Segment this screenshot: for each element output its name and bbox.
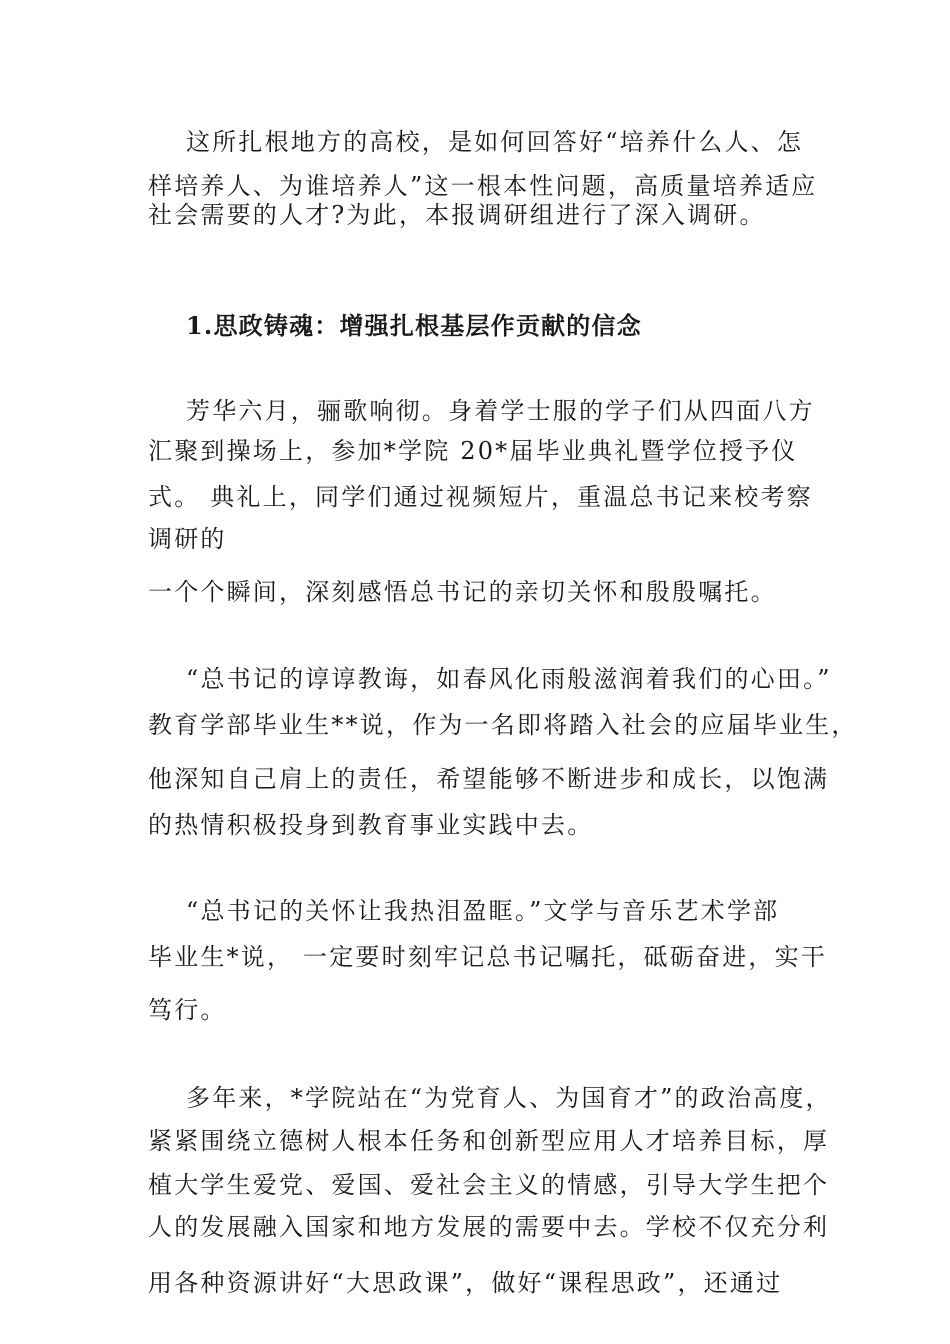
paragraph-3-line-3: 他深知自己肩上的责任，希望能够不断进步和成长，以饱满 [148,765,830,793]
paragraph-2-line-4: 调研的 [148,525,227,553]
paragraph-4-line-3: 笃行。 [148,996,227,1024]
paragraph-1-line-2: 样培养人、为谁培养人”这一根本性问题，高质量培养适应 [148,172,818,200]
paragraph-4-line-1: “总书记的关怀让我热泪盈眶。”文学与音乐艺术学部 [186,897,780,925]
paragraph-5-line-5: 用各种资源讲好“大思政课”，做好“课程思政”，还通过 [148,1269,783,1297]
paragraph-5-line-1: 多年来，*学院站在“为党育人、为国育才”的政治高度， [186,1084,832,1112]
paragraph-5-line-4: 人的发展融入国家和地方发展的需要中去。学校不仅充分利 [148,1213,830,1241]
paragraph-5-line-3: 植大学生爱党、爱国、爱社会主义的情感，引导大学生把个 [148,1171,830,1199]
paragraph-3-line-2: 教育学部毕业生**说，作为一名即将踏入社会的应届毕业生， [148,711,858,739]
paragraph-2-line-1: 芳华六月，骊歌响彻。身着学士服的学子们从四面八方 [186,397,815,425]
paragraph-2-line-3: 式。 典礼上，同学们通过视频短片，重温总书记来校考察 [148,483,813,511]
paragraph-5-line-2: 紧紧围绕立德树人根本任务和创新型应用人才培养目标，厚 [148,1127,830,1155]
paragraph-1-line-1: 这所扎根地方的高校，是如何回答好“培养什么人、怎 [186,128,804,156]
paragraph-3-line-1: “总书记的谆谆教诲，如春风化雨般滋润着我们的心田。” [186,665,832,693]
section-heading: 1.思政铸魂：增强扎根基层作贡献的信念 [186,311,642,340]
paragraph-3-line-4: 的热情积极投身到教育事业实践中去。 [148,811,594,839]
paragraph-2-line-2: 汇聚到操场上，参加*学院 20*届毕业典礼暨学位授予仪 [148,437,798,465]
paragraph-1-line-3: 社会需要的人才?为此，本报调研组进行了深入调研。 [148,201,766,229]
paragraph-2-line-5: 一个个瞬间，深刻感悟总书记的亲切关怀和殷殷嘱托。 [148,578,777,606]
paragraph-4-line-2: 毕业生*说， 一定要时刻牢记总书记嘱托，砥砺奋进，实干 [148,943,828,971]
